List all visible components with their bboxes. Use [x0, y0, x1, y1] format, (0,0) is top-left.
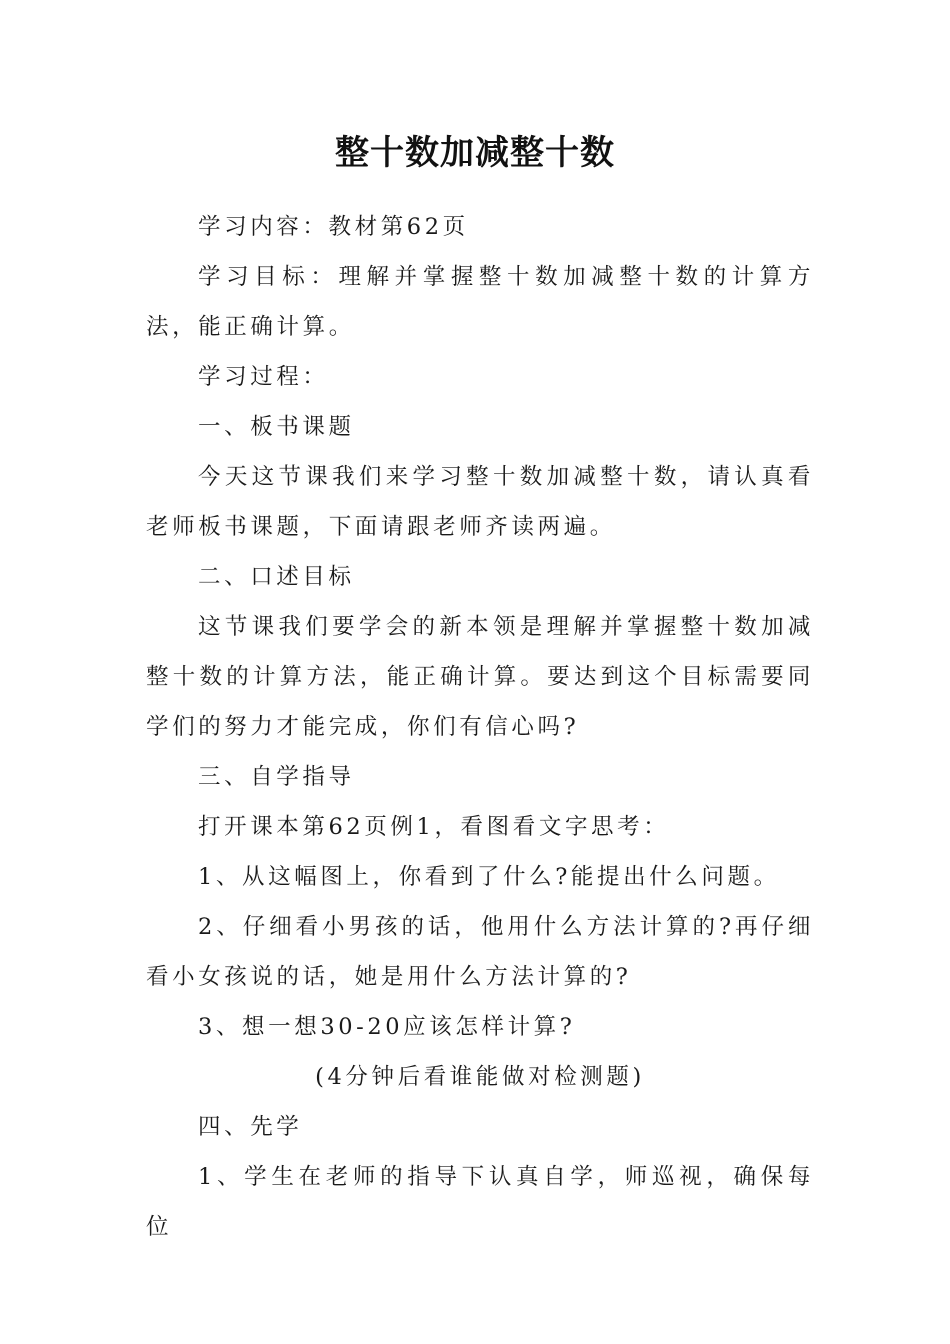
list-item: 3、想一想30-20应该怎样计算? [198, 1014, 576, 1040]
paragraph-learning-goal: 学习目标：理解并掌握整十数加减整十数的计算方法，能正确计算。 [146, 264, 814, 340]
paragraph: 这节课我们要学会的新本领是理解并掌握整十数加减整十数的计算方法，能正确计算。要达到这个目标需要同学们的努力才能完成，你们有信心吗? [146, 614, 814, 740]
section-heading-4: 四、先学 [198, 1114, 303, 1140]
list-item: 2、仔细看小男孩的话，他用什么方法计算的?再仔细看小女孩说的话，她是用什么方法计算的? [146, 914, 814, 990]
centered-note: (4分钟后看谁能做对检测题) [315, 1064, 645, 1090]
paragraph: 打开课本第62页例1，看图看文字思考： [198, 814, 670, 840]
document-title: 整十数加减整十数 [335, 133, 615, 173]
list-item: 1、从这幅图上，你看到了什么?能提出什么问题。 [198, 864, 780, 890]
section-heading-2: 二、口述目标 [198, 564, 355, 590]
paragraph-learning-process: 学习过程： [198, 364, 329, 390]
section-heading-3: 三、自学指导 [198, 764, 355, 790]
paragraph-learning-content: 学习内容：教材第62页 [198, 214, 469, 240]
paragraph: 今天这节课我们来学习整十数加减整十数，请认真看老师板书课题，下面请跟老师齐读两遍。 [146, 464, 814, 540]
section-heading-1: 一、板书课题 [198, 414, 355, 440]
document-body [146, 202, 814, 1252]
list-item: 1、学生在老师的指导下认真自学，师巡视，确保每位 [146, 1164, 814, 1240]
